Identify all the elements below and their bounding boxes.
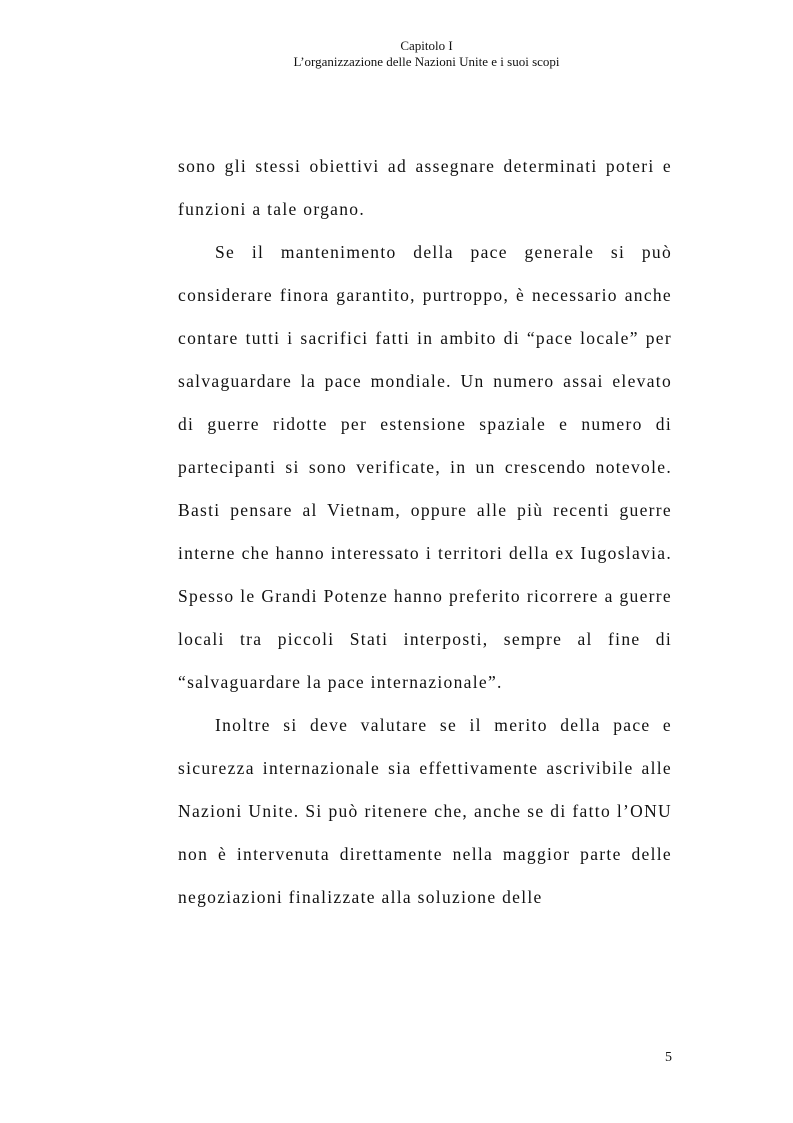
paragraph: sono gli stessi obiettivi ad assegnare determinati poteri e funzioni a tale organo. bbox=[178, 156, 672, 219]
paragraph: Se il mantenimento della pace generale si può considerare finora garantito, purtroppo, è necessario anche contare tutti i sacrifici fatti in ambito di “pace locale” per salvaguardare la pace mondiale. Un numero assai elevato di guerre ridotte per estensione spaziale e numero di partecipanti si sono verificate, in un crescendo notevole. Basti pensare al Vietnam, oppure alle più recenti guerre interne che hanno interessato i territori della ex Iugoslavia. Spesso le Grandi Potenze hanno preferito ricorrere a guerre locali tra piccoli Stati interposti, sempre al fine di “salvaguardare la pace internazionale”. bbox=[178, 242, 672, 692]
page-number: 5 bbox=[665, 1050, 672, 1065]
chapter-title: L’organizzazione delle Nazioni Unite e i suoi scopi bbox=[293, 54, 560, 69]
paragraph: Inoltre si deve valutare se il merito della pace e sicurezza internazionale sia effettivamente ascrivibile alle Nazioni Unite. Si può ritenere che, anche se di fatto l’ONU non è intervenuta direttamente nella maggior parte delle negoziazioni finalizzate alla soluzione delle bbox=[178, 715, 672, 907]
chapter-label: Capitolo I bbox=[400, 38, 453, 53]
running-header bbox=[0, 38, 793, 70]
body-text bbox=[178, 145, 672, 919]
